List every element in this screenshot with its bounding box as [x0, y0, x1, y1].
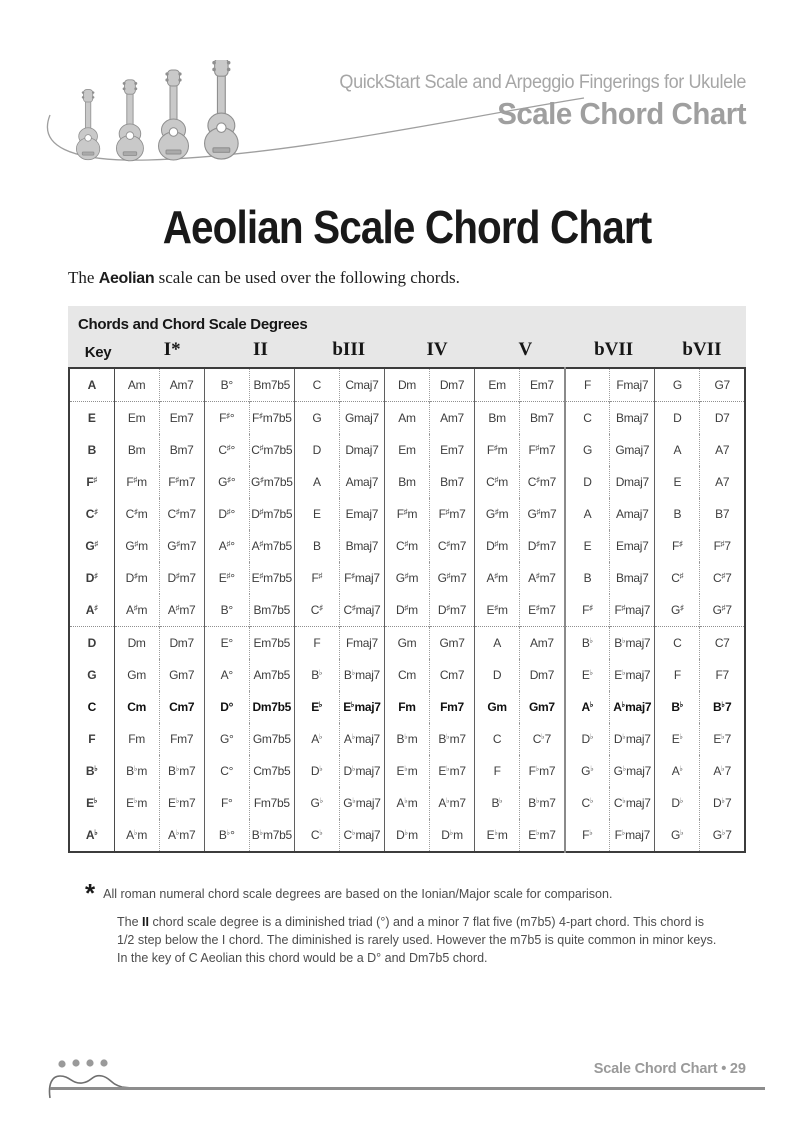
book-title: QuickStart Scale and Arpeggio Fingerings for Ukulele [339, 72, 746, 93]
chord-cell: A♭7 [713, 764, 731, 778]
chord-cell: B° [204, 594, 249, 627]
degree-header: II [253, 339, 268, 360]
chord-cell: B♭maj7 [610, 627, 655, 660]
degree-header: I* [163, 339, 181, 360]
chord-cell: Em7b5 [249, 627, 294, 660]
chord-cell: G♭7 [712, 828, 732, 842]
chord-cell: F♭ [565, 819, 610, 852]
chord-cell: F♭m7 [520, 755, 565, 787]
chord-cell: D° [204, 691, 249, 723]
chord-cell: A♭m7 [430, 787, 475, 819]
chord-cell: E♭maj7 [610, 659, 655, 691]
chord-cell: B7 [715, 507, 730, 521]
chord-cell: A♭m7 [159, 819, 204, 852]
chord-cell: A7 [715, 443, 730, 457]
chord-cell: Am7b5 [249, 659, 294, 691]
chord-cell: F♯° [204, 402, 249, 435]
chord-cell: G♯m7 [159, 530, 204, 562]
chord-cell: Fmaj7 [339, 627, 384, 660]
chord-cell: C [565, 402, 610, 435]
chord-cell: Cm7b5 [249, 755, 294, 787]
chord-cell: B♭m [114, 755, 159, 787]
chord-cell: C♯7 [712, 571, 732, 585]
chord-cell: D♭7 [713, 796, 732, 810]
chord-cell: Cm7 [430, 659, 475, 691]
chord-cell: C7 [700, 627, 745, 660]
chord-cell: E [294, 498, 339, 530]
chord-cell: E° [204, 627, 249, 660]
chord-cell: G♭ [294, 787, 339, 819]
table-row [69, 723, 745, 755]
degree-header: bVII [682, 339, 722, 360]
chord-cell: A [655, 434, 700, 466]
chord-cell: C♯ [294, 594, 339, 627]
chord-cell: E♭ [565, 659, 610, 691]
footnote-line1: All roman numeral chord scale degrees are based on the Ionian/Major scale for comparison. [103, 887, 613, 901]
degree-header-row [68, 339, 746, 367]
chord-cell: A [565, 498, 610, 530]
key-cell: A [69, 368, 114, 402]
chord-cell: E♯° [204, 562, 249, 594]
chord-cell: E♭7 [713, 732, 731, 746]
chord-cell: Dm [114, 627, 159, 660]
chord-cell: G♯m [114, 530, 159, 562]
chord-cell: A♭ [565, 691, 610, 723]
chord-cell: D♭m [430, 819, 475, 852]
chord-cell: Emaj7 [610, 530, 655, 562]
chord-cell: B♭ [475, 787, 520, 819]
chord-cell: D7 [700, 402, 745, 435]
chord-cell: C♯maj7 [339, 594, 384, 627]
chord-cell: B [294, 530, 339, 562]
footnote-para-post: chord scale degree is a diminished triad (°) and a minor 7 flat five (m7b5) 4-part chord. This chord is 1/2 step below the I chord. The diminished is rarely used. However the m7b5 is quite common in minor keys. In the key of C Aeolian this chord would be a D° and Dm7b5 chord. [117, 915, 717, 965]
chord-cell: F♯ [294, 562, 339, 594]
scale-name: Aeolian [98, 270, 155, 287]
degree-header: IV [426, 339, 448, 360]
key-cell: F♯ [69, 466, 114, 498]
chord-cell: C [655, 627, 700, 660]
chord-cell: Em7 [430, 434, 475, 466]
footnote-paragraph [117, 913, 717, 967]
chord-cell: C♭maj7 [339, 819, 384, 852]
chord-cell: Gm7b5 [249, 723, 294, 755]
chord-cell: B♭maj7 [339, 659, 384, 691]
chord-cell: B♭° [204, 819, 249, 852]
chord-cell: D♭m [384, 819, 429, 852]
chord-cell: G♭maj7 [339, 787, 384, 819]
chord-cell: F♯m [114, 466, 159, 498]
chord-cell: C° [204, 755, 249, 787]
chord-cell: Amaj7 [339, 466, 384, 498]
chord-cell: Dm7 [520, 659, 565, 691]
chord-cell: F♯maj7 [610, 594, 655, 627]
chord-cell: A♯° [204, 530, 249, 562]
chord-cell: F♯m7b5 [249, 402, 294, 435]
ukulele-outline-icon [44, 1050, 184, 1100]
chord-cell: Em7 [520, 368, 565, 402]
chord-cell: D♭maj7 [610, 723, 655, 755]
chord-cell: C♯m7 [159, 498, 204, 530]
chord-cell: Am7 [520, 627, 565, 660]
chord-cell: B♭ [565, 627, 610, 660]
chord-cell: A♭ [655, 755, 700, 787]
page-footer [0, 1040, 794, 1100]
chord-cell: A♯m7 [159, 594, 204, 627]
footnote [85, 878, 725, 967]
chord-cell: F♯m7 [159, 466, 204, 498]
chord-cell: Gm7 [159, 659, 204, 691]
chord-cell: Bmaj7 [610, 402, 655, 435]
chord-cell: D♯m [384, 594, 429, 627]
chord-cell: F [294, 627, 339, 660]
key-cell: F [69, 723, 114, 755]
table-row [69, 368, 745, 402]
chord-cell: D [294, 434, 339, 466]
chord-cell: F♯ [655, 530, 700, 562]
chord-cell: G♯m7 [430, 562, 475, 594]
chord-cell: Bm7 [520, 402, 565, 435]
chord-cell: E♭m [114, 787, 159, 819]
chord-cell: F♯m [384, 498, 429, 530]
page-title: Aeolian Scale Chord Chart [162, 201, 652, 253]
chord-cell: Em [114, 402, 159, 435]
chord-cell: Fm [384, 691, 429, 723]
chord-cell: D [475, 659, 520, 691]
chord-cell: Bmaj7 [339, 530, 384, 562]
chord-cell: Fm7 [159, 723, 204, 755]
intro-pre: The [68, 268, 99, 287]
page-number-label: Scale Chord Chart • 29 [593, 1060, 746, 1077]
chord-cell: G♯m [384, 562, 429, 594]
chord-cell: Fm7b5 [249, 787, 294, 819]
chord-cell: C [475, 723, 520, 755]
chord-cell: Gm [384, 627, 429, 660]
chord-cell: C♯m7b5 [249, 434, 294, 466]
chord-cell: F [475, 755, 520, 787]
chord-cell: Bm7b5 [249, 594, 294, 627]
chord-cell: B [565, 562, 610, 594]
chord-cell: G [294, 402, 339, 435]
chord-cell: B♭m [384, 723, 429, 755]
chord-cell: Am [114, 368, 159, 402]
chord-cell: E♭m7 [520, 819, 565, 852]
chord-cell: G7 [714, 378, 730, 392]
key-cell: B [69, 434, 114, 466]
chord-cell: Fm [114, 723, 159, 755]
chord-cell: E♯m7 [520, 594, 565, 627]
table-section-title: Chords and Chord Scale Degrees [78, 316, 308, 333]
chord-cell: G♯° [204, 466, 249, 498]
chord-cell: D♭maj7 [339, 755, 384, 787]
chord-cell: C♯m7 [520, 466, 565, 498]
table-row [69, 498, 745, 530]
chord-cell: D♭ [294, 755, 339, 787]
table-row [69, 562, 745, 594]
chord-table [68, 367, 746, 853]
chord-cell: E [565, 530, 610, 562]
key-cell: A♭ [69, 819, 114, 852]
chord-cell: Gmaj7 [339, 402, 384, 435]
chord-cell: A° [204, 659, 249, 691]
table-row [69, 659, 745, 691]
chord-cell: Gmaj7 [610, 434, 655, 466]
chord-cell: Bm [114, 434, 159, 466]
footnote-para-pre: The [117, 915, 143, 929]
chord-cell: G♯m [475, 498, 520, 530]
chord-cell: D [565, 466, 610, 498]
chord-cell: F [565, 368, 610, 402]
key-cell: D♯ [69, 562, 114, 594]
chord-cell: D♯m [475, 530, 520, 562]
chord-cell: E♯m7b5 [249, 562, 294, 594]
chord-cell: C♯m [384, 530, 429, 562]
chord-cell: A♭m [384, 787, 429, 819]
chord-cell: F♯maj7 [339, 562, 384, 594]
chord-cell: G [565, 434, 610, 466]
chord-cell: G♯m7b5 [249, 466, 294, 498]
chord-cell: Dmaj7 [610, 466, 655, 498]
chord-cell: D♭ [565, 723, 610, 755]
chord-cell: Bm [384, 466, 429, 498]
chord-cell: Em [475, 368, 520, 402]
chord-cell: F♯7 [713, 539, 731, 553]
chord-cell: G [655, 368, 700, 402]
chord-cell: C♭ [565, 787, 610, 819]
chord-cell: D♯m7 [159, 562, 204, 594]
chord-cell: A♯m [475, 562, 520, 594]
chord-cell: B♭ [294, 659, 339, 691]
key-cell: A♯ [69, 594, 114, 627]
asterisk-icon: * [85, 878, 96, 908]
key-cell: E♭ [69, 787, 114, 819]
chord-cell: Bm7b5 [249, 368, 294, 402]
chord-table-body [69, 368, 745, 852]
table-row [69, 627, 745, 660]
footer-rule [50, 1087, 765, 1090]
chord-cell: B♭ [655, 691, 700, 723]
chord-cell: E [655, 466, 700, 498]
table-row [69, 819, 745, 852]
table-row [69, 466, 745, 498]
chord-cell: F♯m7 [520, 434, 565, 466]
intro-sentence [68, 268, 746, 288]
chord-cell: A7 [715, 475, 730, 489]
chord-cell: G♯m7 [520, 498, 565, 530]
key-cell: C [69, 691, 114, 723]
chord-cell: A♭m [114, 819, 159, 852]
chord-cell: C♭7 [520, 723, 565, 755]
key-cell: D [69, 627, 114, 660]
chord-cell: F [655, 659, 700, 691]
chord-cell: E♭maj7 [339, 691, 384, 723]
table-row [69, 402, 745, 435]
chord-cell: B [655, 498, 700, 530]
chord-cell: Dm7 [159, 627, 204, 660]
intro-post: scale can be used over the following chords. [154, 268, 460, 287]
table-row [69, 434, 745, 466]
chord-cell: Dm7b5 [249, 691, 294, 723]
chord-cell: Cmaj7 [339, 368, 384, 402]
chord-cell: F♯ [565, 594, 610, 627]
chord-cell: D♯m7 [520, 530, 565, 562]
chord-cell: B♭m7 [430, 723, 475, 755]
chord-cell: G♭ [565, 755, 610, 787]
chord-cell: G° [204, 723, 249, 755]
key-cell: E [69, 402, 114, 435]
chord-cell: C [294, 368, 339, 402]
chord-cell: C♭maj7 [610, 787, 655, 819]
degree-header: bVII [594, 339, 634, 360]
page-content [68, 200, 746, 853]
chord-cell: A♭maj7 [339, 723, 384, 755]
page-header [0, 0, 794, 180]
chord-cell: D♯m7b5 [249, 498, 294, 530]
chord-cell: D♯m7 [430, 594, 475, 627]
chord-cell: Cm [114, 691, 159, 723]
chord-cell: G♭maj7 [610, 755, 655, 787]
chord-cell: F♯m7 [430, 498, 475, 530]
chord-cell: Em [384, 434, 429, 466]
table-row [69, 530, 745, 562]
chord-cell: F♭maj7 [610, 819, 655, 852]
chord-cell: Dmaj7 [339, 434, 384, 466]
chord-cell: C♯ [655, 562, 700, 594]
chord-cell: G♯ [655, 594, 700, 627]
chapter-title: Scale Chord Chart [497, 96, 746, 131]
table-header-band [68, 306, 746, 367]
chord-cell: C♯° [204, 434, 249, 466]
chord-cell: A [475, 627, 520, 660]
chord-cell: Gm7 [520, 691, 565, 723]
chord-cell: Gm7 [430, 627, 475, 660]
chord-cell: E♭ [655, 723, 700, 755]
chord-cell: F♯m [475, 434, 520, 466]
chord-cell: Em7 [159, 402, 204, 435]
chord-cell: Am7 [430, 402, 475, 435]
degree-header: bIII [332, 339, 366, 360]
chord-cell: A♯m7b5 [249, 530, 294, 562]
chord-cell: A♯m7 [520, 562, 565, 594]
chord-cell: D♭ [655, 787, 700, 819]
chord-cell: E♭m7 [159, 787, 204, 819]
chord-cell: Dm [384, 368, 429, 402]
chord-cell: Bm7 [430, 466, 475, 498]
chord-cell: Cm [384, 659, 429, 691]
chord-cell: Dm7 [430, 368, 475, 402]
chord-cell: C♭ [294, 819, 339, 852]
chord-cell: Gm [114, 659, 159, 691]
chord-cell: C♯m7 [430, 530, 475, 562]
chord-cell: B♭m7 [520, 787, 565, 819]
chord-cell: D♯° [204, 498, 249, 530]
chord-cell: F7 [715, 668, 729, 682]
table-row [69, 787, 745, 819]
chord-cell: G♭ [655, 819, 700, 852]
chord-cell: Amaj7 [610, 498, 655, 530]
chord-cell: A♭maj7 [610, 691, 655, 723]
chord-cell: D♯m [114, 562, 159, 594]
chord-cell: B♭m7b5 [249, 819, 294, 852]
chord-cell: B° [204, 368, 249, 402]
key-cell: G♯ [69, 530, 114, 562]
degree-header: V [518, 339, 533, 360]
chord-cell: Fmaj7 [610, 368, 655, 402]
key-column-header: Key [84, 344, 112, 361]
table-row [69, 594, 745, 627]
chord-cell: E♯m [475, 594, 520, 627]
chord-cell: Bmaj7 [610, 562, 655, 594]
chord-cell: E♭m [384, 755, 429, 787]
chord-cell: E♭m7 [430, 755, 475, 787]
chord-cell: B♭7 [713, 700, 732, 714]
table-row [69, 691, 745, 723]
chord-cell: Gm [475, 691, 520, 723]
chord-cell: A [294, 466, 339, 498]
chord-cell: Am7 [159, 368, 204, 402]
key-cell: G [69, 659, 114, 691]
chord-cell: B♭m7 [159, 755, 204, 787]
chord-cell: Bm [475, 402, 520, 435]
table-row [69, 755, 745, 787]
chord-cell: C♯m [114, 498, 159, 530]
key-cell: B♭ [69, 755, 114, 787]
chord-cell: C♯m [475, 466, 520, 498]
chord-cell: E♭m [475, 819, 520, 852]
chord-cell: D [655, 402, 700, 435]
chord-cell: Emaj7 [339, 498, 384, 530]
chord-cell: Bm7 [159, 434, 204, 466]
chord-cell: A♭ [294, 723, 339, 755]
chord-cell: G♯7 [712, 603, 732, 617]
chord-cell: E♭ [294, 691, 339, 723]
footnote-para-bold: II [142, 915, 149, 929]
chord-cell: A♯m [114, 594, 159, 627]
chord-cell: Am [384, 402, 429, 435]
chord-cell: Cm7 [159, 691, 204, 723]
chord-cell: F° [204, 787, 249, 819]
chord-cell: Fm7 [430, 691, 475, 723]
key-cell: C♯ [69, 498, 114, 530]
